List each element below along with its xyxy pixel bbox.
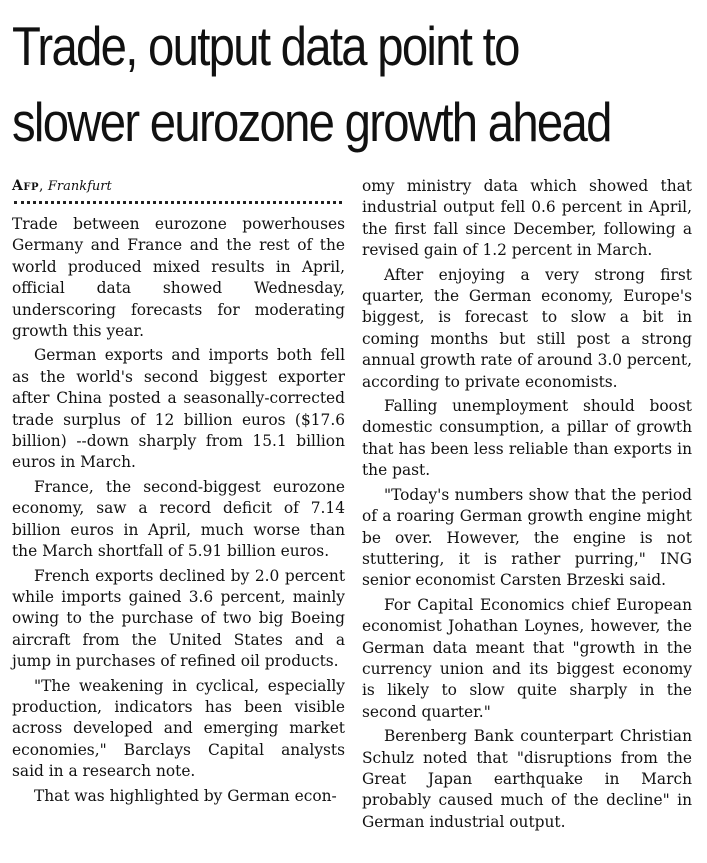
paragraph: Berenberg Bank counterpart Christian Schulz noted that "disruptions from the Great Japan earthquake in March probably caused much of the decline" in German industrial output. [362,727,692,831]
paragraph: Falling unemployment should boost domestic consumption, a pillar of growth that has been less reliable than exports in the past. [362,397,692,480]
paragraph: German exports and imports both fell as the world's second biggest exporter after China posted a seasonally-corrected trade surplus of 12 billion euros ($17.6 billion) --down sharply from 15.1 billion euros in March. [12,346,345,472]
headline-line-2: slower eurozone growth ahead [12,91,611,153]
paragraph: France, the second-biggest eurozone economy, saw a record deficit of 7.14 billion euros in April, much worse than the March shortfall of 5.91 billion euros. [12,477,345,561]
paragraph: After enjoying a very strong first quarter, the German economy, Europe's biggest, is forecast to slow a bit in coming months but still post a strong annual growth rate of around 3.0 percent, according to private economists. [362,265,692,391]
paragraph: For Capital Economics chief European economist Johathan Loynes, however, the German data meant that "growth in the currency union and its biggest economy is likely to slow quite sharply in the second quarter." [362,595,692,721]
paragraph: "The weakening in cyclical, especially production, indicators has been visible across developed and emerging market economies," Barclays Capital analysts said in a research note. [12,676,345,781]
paragraph: That was highlighted by German econ- [34,786,337,805]
paragraph: French exports declined by 2.0 percent while imports gained 3.6 percent, mainly owing to the purchase of two big Boeing aircraft from the United States and a jump in purchases of refined oil products. [12,566,345,671]
dotted-divider [14,201,342,204]
paragraph: "Today's numbers show that the period of a roaring German growth engine might be over. However, the engine is not stuttering, it is rather purring," ING senior economist Carsten Brzeski said. [362,485,692,590]
column-left [12,176,345,807]
headline-line-1: Trade, output data point to [12,15,519,77]
paragraph: omy ministry data which showed that industrial output fell 0.6 percent in April, the first fall since December, following a revised gain of 1.2 percent in March. [362,177,692,260]
byline: Afp, Frankfurt [12,178,112,194]
headline [12,8,611,160]
column-right [362,176,692,833]
byline-agency: Afp [12,178,39,194]
byline-city: Frankfurt [47,179,112,194]
paragraph: Trade between eurozone powerhouses Germany and France and the rest of the world produced mixed results in April, official data showed Wednesday, underscoring forecasts for moderating growth this year. [12,215,345,341]
